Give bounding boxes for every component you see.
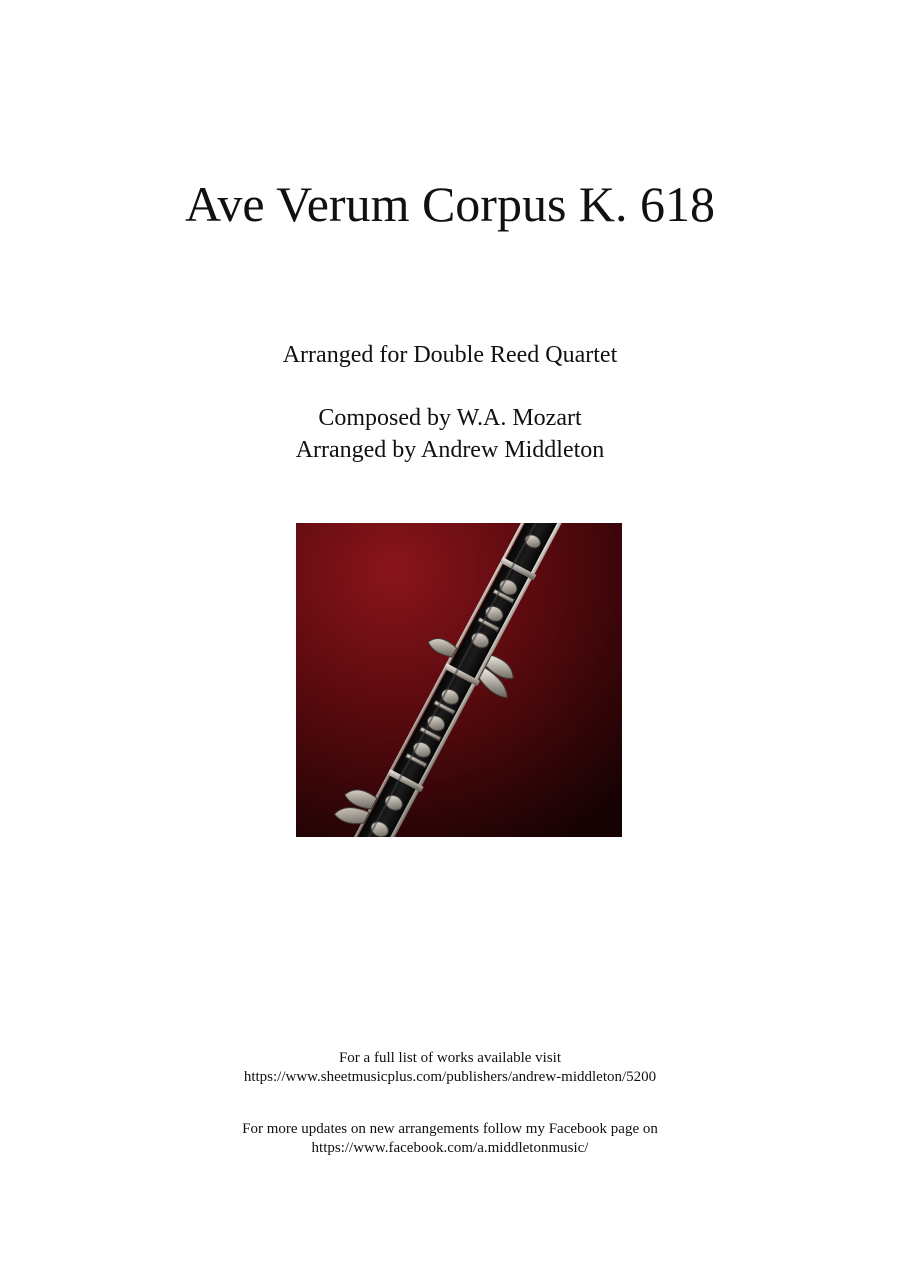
oboe-illustration [296,523,622,837]
oboe-cover-image [296,523,622,837]
arranger-line: Arranged by Andrew Middleton [295,437,605,463]
page-title: Ave Verum Corpus K. 618 [184,176,716,232]
facebook-note: For more updates on new arrangements follow my Facebook page on [242,1121,658,1137]
sheetmusicplus-url: https://www.sheetmusicplus.com/publishers/andrew-middleton/5200 [243,1069,657,1085]
works-list-note: For a full list of works available visit [338,1050,562,1066]
instrumentation-line: Arranged for Double Reed Quartet [282,342,618,368]
composer-line: Composed by W.A. Mozart [318,405,582,431]
facebook-url: https://www.facebook.com/a.middletonmusic/ [311,1140,589,1156]
